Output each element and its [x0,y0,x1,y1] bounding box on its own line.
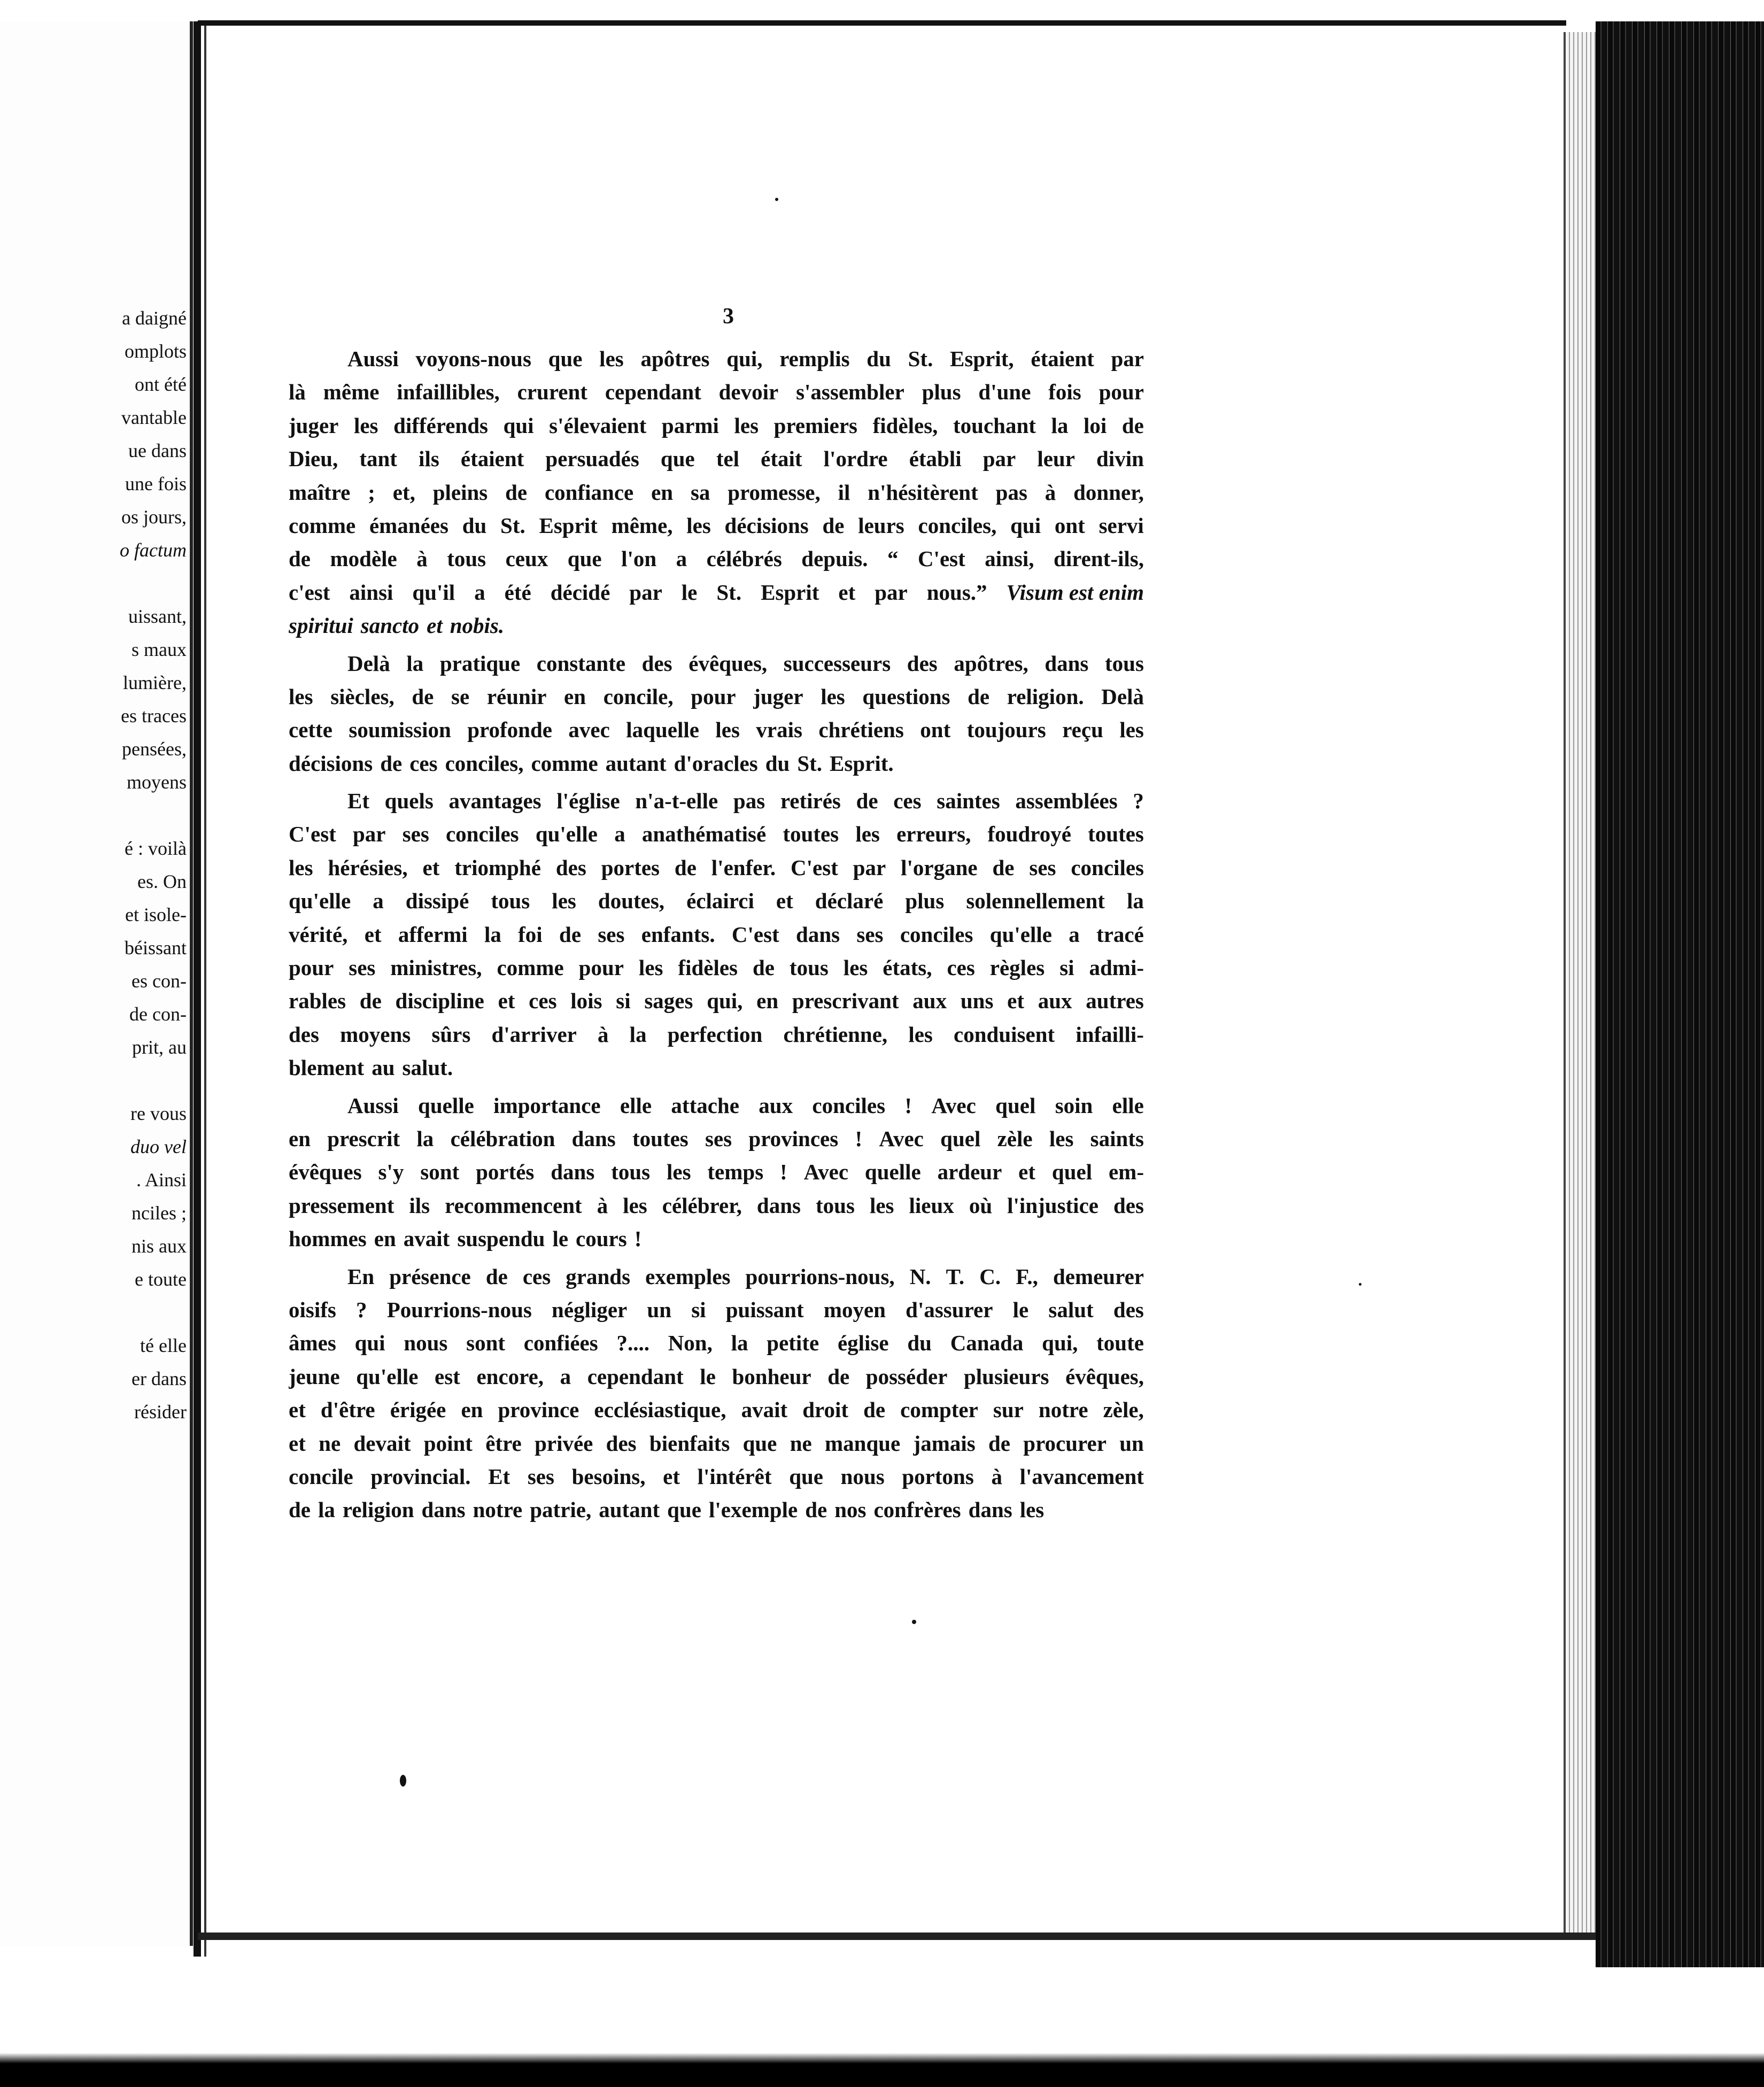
text-line: de la religion dans notre patrie, autant que l'exemple de nos confrères dans les [289,1497,1045,1522]
facing-page-line: re vous [130,1103,187,1124]
facing-page-line: de con- [129,1003,187,1025]
latin-quote: Visum est enim [1006,579,1144,605]
text-line: Aussi voyons-nous que les apôtres qui, remplis du St. Esprit, étaient par [347,346,1144,371]
text-line: évêques s'y sont portés dans tous les temps ! Avec quelle ardeur et quel em- [289,1160,1144,1185]
facing-page-line: o factum [120,539,187,561]
text-line: comme émanées du St. Esprit même, les décisions de leurs conciles, qui ont servi [289,513,1144,538]
scan-speck [912,1620,916,1624]
text-line: rables de discipline et ces lois si sages qui, en prescrivant aux uns et aux autres [289,988,1144,1014]
facing-page-line: prit, au [132,1037,187,1058]
page-number: 3 [723,304,734,329]
text-line: blement au salut. [289,1055,453,1080]
text-line: hommes en avait suspendu le cours ! [289,1226,642,1251]
body-text [289,342,1144,1531]
facing-page-line: er dans [131,1368,187,1389]
facing-page-line: ue dans [128,440,187,461]
facing-page-line: es con- [131,970,187,992]
facing-page-line: es traces [121,705,187,726]
top-edge [198,20,1566,26]
facing-page-line: béissant [125,937,187,959]
text-line: c'est ainsi qu'il a été décidé par le St. Esprit et par nous.” Visum est enim [289,576,1144,609]
text-line: les hérésies, et triomphé des portes de l'enfer. C'est par l'organe de ses conciles [289,855,1144,880]
text-line: spiritui sancto et nobis. [289,613,505,638]
page-edge [1564,32,1598,1935]
text-line: C'est par ses conciles qu'elle a anathématisé toutes les erreurs, foudroyé toutes [289,822,1144,847]
text-line: les siècles, de se réunir en concile, pour juger les questions de religion. Delà [289,684,1144,709]
text-line: pour ses ministres, comme pour les fidèles de tous les états, ces règles si admi- [289,955,1144,980]
facing-page-line: . Ainsi [136,1169,187,1191]
text-line: Dieu, tant ils étaient persuadés que tel était l'ordre établi par leur divin [289,446,1144,471]
facing-page-line: a daigné [122,307,187,329]
facing-page-line: os jours, [121,506,187,528]
facing-page-line: vantable [121,407,187,428]
text-line: et d'être érigée en province ecclésiastique, avait droit de compter sur notre zèle, [289,1397,1144,1423]
scan-bottom-border [0,2031,1764,2087]
text-line: maître ; et, pleins de confiance en sa promesse, il n'hésitèrent pas à donner, [289,480,1144,505]
text-line: En présence de ces grands exemples pourrions-nous, N. T. C. F., demeurer [347,1264,1144,1289]
text-line: concile provincial. Et ses besoins, et l'intérêt que nous portons à l'avancement [289,1464,1144,1489]
text-line: âmes qui nous sont confiées ?.... Non, la petite église du Canada qui, toute [289,1331,1144,1356]
facing-page-line: nis aux [131,1235,187,1257]
scan-speck [1359,1283,1361,1286]
facing-page-line: té elle [140,1335,187,1356]
facing-page-line: omplots [124,341,187,362]
text-line: Delà la pratique constante des évêques, successeurs des apôtres, dans tous [347,651,1144,676]
book-block-edge [1596,21,1764,1967]
gutter-shadow [194,21,215,1957]
facing-page-line: nciles ; [131,1202,187,1224]
text-line: juger les différends qui s'élevaient parmi les premiers fidèles, touchant la loi de [289,413,1144,438]
text-line: oisifs ? Pourrions-nous négliger un si puissant moyen d'assurer le salut des [289,1297,1144,1322]
scan-speck [400,1775,406,1787]
facing-page-line: duo vel [130,1136,187,1157]
text-line: de modèle à tous ceux que l'on a célébrés depuis. “ C'est ainsi, dirent-ils, [289,546,1144,571]
facing-page-line: une fois [125,473,187,494]
text-line: vérité, et affermi la foi de ses enfants. C'est dans ses conciles qu'elle a tracé [289,922,1144,947]
facing-page-line: é : voilà [125,838,187,859]
text-line: qu'elle a dissipé tous les doutes, éclairci et déclaré plus solennellement la [289,888,1144,914]
facing-page-line: ont été [135,374,187,395]
text-line: là même infaillibles, crurent cependant devoir s'assembler plus d'une fois pour [289,380,1144,405]
facing-page-line: es. On [137,871,187,892]
text-line: décisions de ces conciles, comme autant d'oracles du St. Esprit. [289,751,894,776]
text-line: cette soumission profonde avec laquelle les vrais chrétiens ont toujours reçu les [289,717,1144,743]
facing-page-line: et isole- [125,904,187,925]
text-line: et ne devait point être privée des bienfaits que ne manque jamais de procurer un [289,1431,1144,1456]
facing-page-line: uissant, [128,606,187,627]
text-line: Et quels avantages l'église n'a-t-elle pas retirés de ces saintes assemblées ? [347,789,1144,814]
facing-page [0,21,193,1946]
facing-page-line: résider [134,1401,187,1423]
facing-page-line: e toute [135,1269,187,1290]
text-line: en prescrit la célébration dans toutes ses provinces ! Avec quel zèle les saints [289,1126,1144,1151]
facing-page-line: s maux [131,639,187,660]
facing-page-line: moyens [127,771,187,793]
text-line: Aussi quelle importance elle attache aux conciles ! Avec quel soin elle [347,1093,1144,1118]
text-line: jeune qu'elle est encore, a cependant le bonheur de posséder plusieurs évêques, [289,1364,1144,1389]
text-line: des moyens sûrs d'arriver à la perfection chrétienne, les conduisent infailli- [289,1022,1144,1047]
bottom-edge [198,1933,1596,1940]
facing-page-line: lumière, [123,672,187,693]
scan-speck [775,198,778,201]
text-line: pressement ils recommencent à les célébrer, dans tous les lieux où l'injustice des [289,1193,1144,1218]
facing-page-line: pensées, [122,738,187,760]
